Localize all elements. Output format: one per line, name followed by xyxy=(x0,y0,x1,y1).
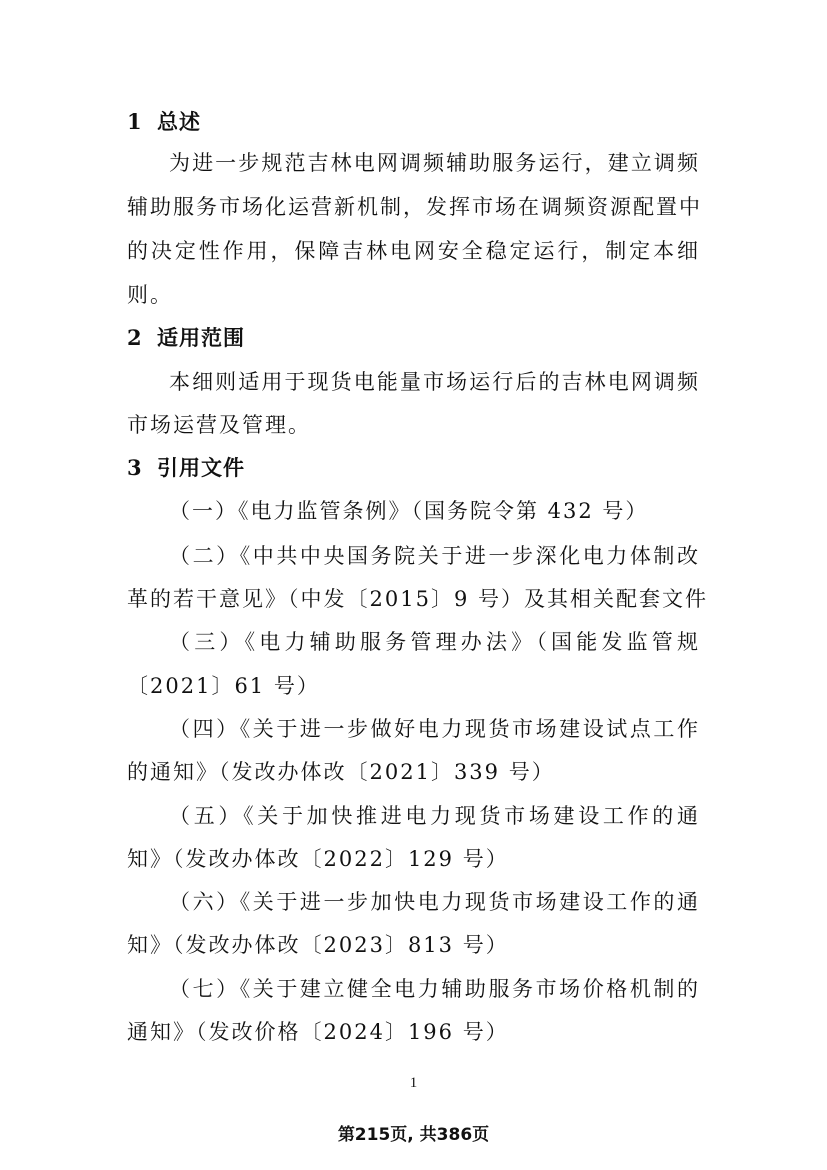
section-heading xyxy=(127,107,201,137)
reference-item: （六）《关于进一步加快电力现货市场建设工作的通 xyxy=(169,890,700,914)
reference-item: （一）《电力监管条例》（国务院令第 432 号） xyxy=(169,499,649,523)
reference-item-continued: 知》（发改办体改〔2023〕813 号） xyxy=(127,933,509,957)
section-number: 3 xyxy=(127,455,143,480)
section-title: 引用文件 xyxy=(157,455,245,480)
reference-item: （四）《关于进一步做好电力现货市场建设试点工作 xyxy=(169,717,700,741)
reference-item: （三）《电力辅助服务管理办法》（国能发监管规 xyxy=(169,630,700,654)
page-footer: 第215页, 共386页 xyxy=(337,1125,490,1145)
section-title: 总述 xyxy=(157,109,201,134)
section-heading xyxy=(127,453,245,483)
reference-item: （二）《中共中央国务院关于进一步深化电力体制改 xyxy=(169,544,700,568)
page-number: 1 xyxy=(409,1075,418,1091)
section-heading xyxy=(127,323,245,353)
reference-item: （七）《关于建立健全电力辅助服务市场价格机制的 xyxy=(169,977,700,1001)
reference-item-continued: 〔2021〕61 号） xyxy=(127,674,320,698)
reference-item-continued: 革的若干意见》（中发〔2015〕9 号）及其相关配套文件 xyxy=(127,587,708,611)
paragraph-line: 的决定性作用，保障吉林电网安全稳定运行，制定本细 xyxy=(127,239,700,263)
reference-item-continued: 通知》（发改价格〔2024〕196 号） xyxy=(127,1020,509,1044)
paragraph-line: 为进一步规范吉林电网调频辅助服务运行，建立调频 xyxy=(169,151,700,175)
paragraph-line: 则。 xyxy=(127,283,173,307)
section-number: 2 xyxy=(127,325,143,350)
reference-item-continued: 的通知》（发改办体改〔2021〕339 号） xyxy=(127,760,555,784)
section-title: 适用范围 xyxy=(157,325,245,350)
paragraph-line: 本细则适用于现货电能量市场运行后的吉林电网调频 xyxy=(169,370,700,394)
paragraph-line: 市场运营及管理。 xyxy=(127,413,311,437)
reference-item-continued: 知》（发改办体改〔2022〕129 号） xyxy=(127,847,509,871)
paragraph-line: 辅助服务市场化运营新机制，发挥市场在调频资源配置中 xyxy=(127,195,702,219)
reference-item: （五）《关于加快推进电力现货市场建设工作的通 xyxy=(169,804,700,828)
section-number: 1 xyxy=(127,109,143,134)
